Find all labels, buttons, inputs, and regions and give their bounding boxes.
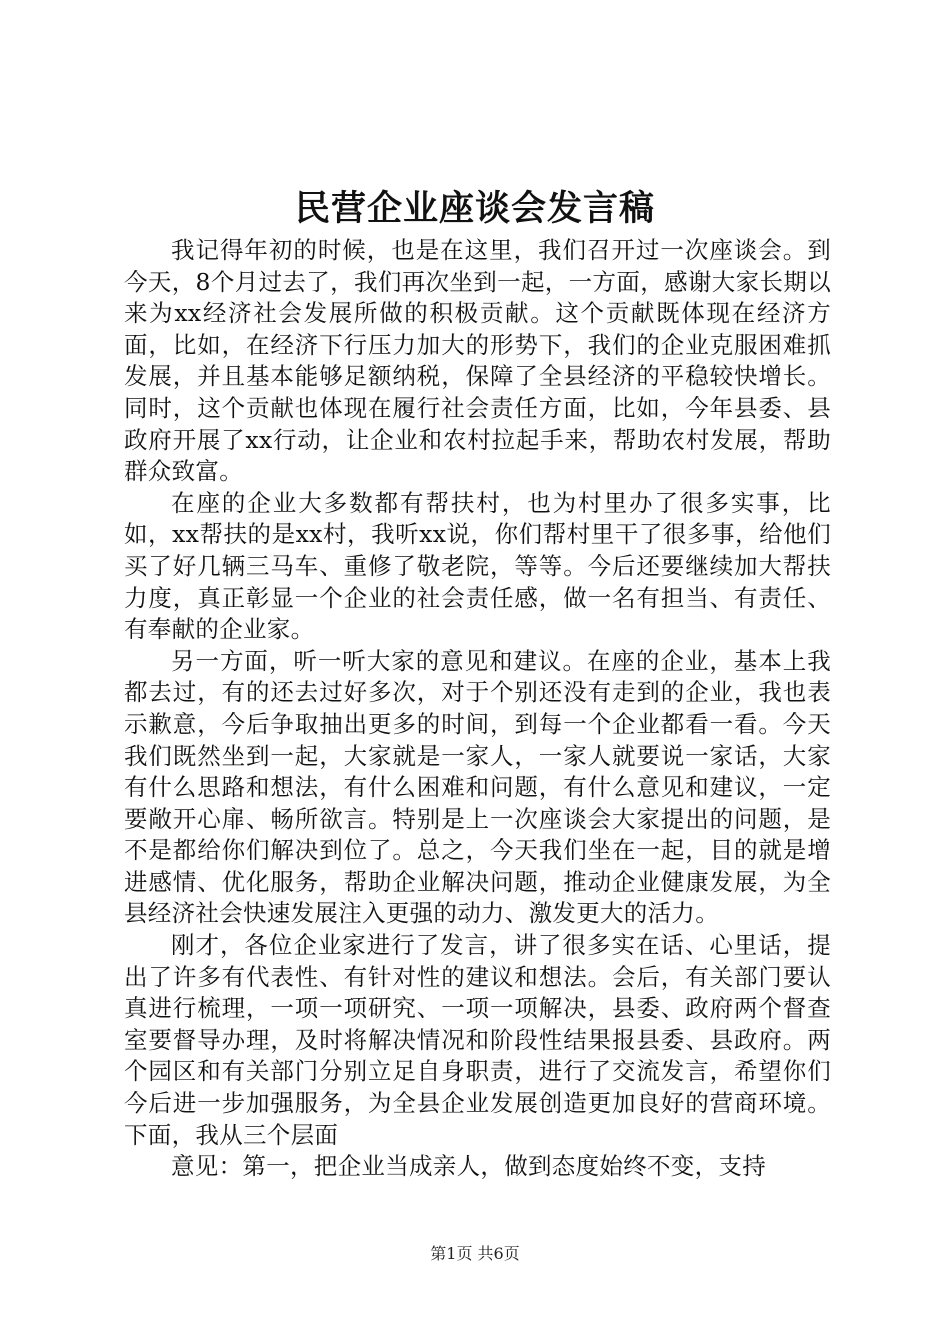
paragraph: 我记得年初的时候，也是在这里，我们召开过一次座谈会。到今天，8个月过去了，我们再次坐到一起，一方面，感谢大家长期以来为xx经济社会发展所做的积极贡献。这个贡献既体现在经济方面，比如，在经济下行压力加大的形势下，我们的企业克服困难抓发展，并且基本能够足额纳税，保障了全县经济的平稳较快增长。同时，这个贡献也体现在履行社会责任方面，比如，今年县委、县政府开展了xx行动，让企业和农村拉起手来，帮助农村发展，帮助群众致富。 [124, 236, 831, 486]
paragraph: 刚才，各位企业家进行了发言，讲了很多实在话、心里话，提出了许多有代表性、有针对性的建议和想法。会后，有关部门要认真进行梳理，一项一项研究、一项一项解决，县委、政府两个督查室要督导办理，及时将解决情况和阶段性结果报县委、县政府。两个园区和有关部门分别立足自身职责，进行了交流发言，希望你们今后进一步加强服务，为全县企业发展创造更加良好的营商环境。下面，我从三个层面 [124, 931, 831, 1149]
document-body [124, 235, 831, 1183]
document-title: 民营企业座谈会发言稿 [294, 188, 655, 229]
paragraph: 意见：第一，把企业当成亲人，做到态度始终不变，支持 [171, 1152, 766, 1181]
page-number-footer: 第1页 共6页 [430, 1244, 520, 1263]
paragraph: 在座的企业大多数都有帮扶村，也为村里办了很多实事，比如，xx帮扶的是xx村，我听xx说，你们帮村里干了很多事，给他们买了好几辆三马车、重修了敬老院，等等。今后还要继续加大帮扶力度，真正彰显一个企业的社会责任感，做一名有担当、有责任、有奉献的企业家。 [124, 488, 831, 644]
paragraph: 另一方面，听一听大家的意见和建议。在座的企业，基本上我都去过，有的还去过好多次，对于个别还没有走到的企业，我也表示歉意，今后争取抽出更多的时间，到每一个企业都看一看。今天我们既然坐到一起，大家就是一家人，一家人就要说一家话，大家有什么思路和想法，有什么困难和问题，有什么意见和建议，一定要敞开心扉、畅所欲言。特别是上一次座谈会大家提出的问题，是不是都给你们解决到位了。总之，今天我们坐在一起，目的就是增进感情、优化服务，帮助企业解决问题，推动企业健康发展，为全县经济社会快速发展注入更强的动力、激发更大的活力。 [124, 646, 831, 928]
